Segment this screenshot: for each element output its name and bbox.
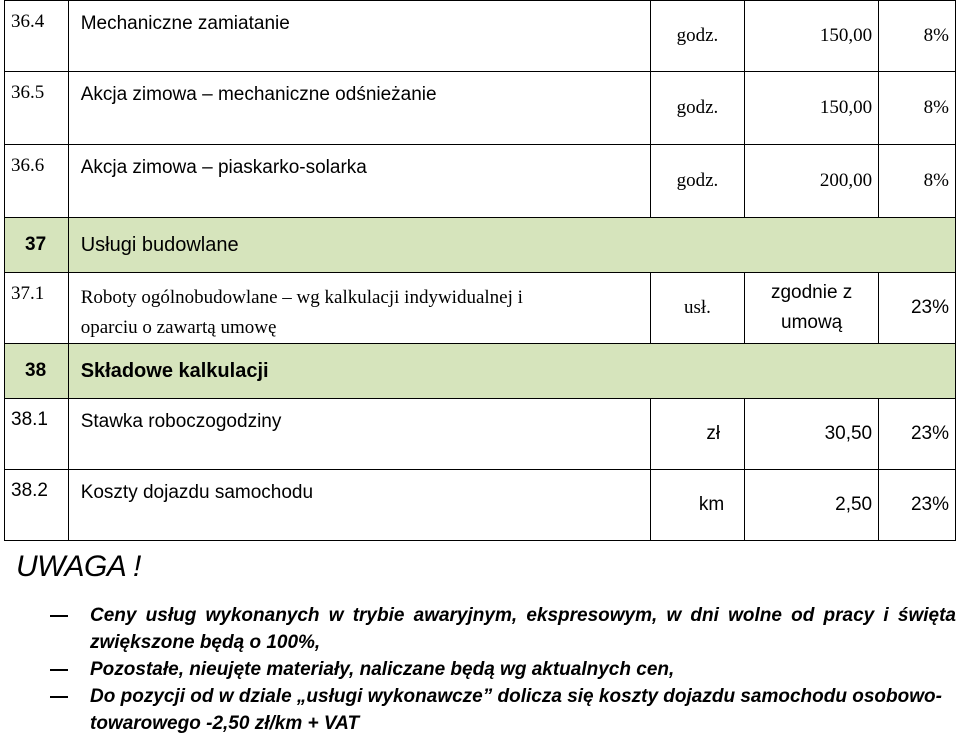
table-row [5,145,956,218]
note-title: UWAGA ! [16,550,141,583]
row-unit: km [650,470,744,541]
row-price: 200,00 [745,145,879,218]
row-unit: zł [650,399,744,470]
note-item [16,683,956,737]
row-price: 150,00 [745,72,879,145]
note-item-text: Do pozycji od w dziale „usługi wykonawcze” dolicza się koszty dojazdu samochodu osobowo-towarowego -2,50 zł/km + VAT [90,686,942,734]
dash-bullet-icon [50,669,68,671]
category-number: 38 [5,344,69,399]
row-name: Akcja zimowa – piaskarko-solarka [68,145,650,218]
row-price-line: zgodnie z [770,282,853,303]
category-row [5,344,956,399]
row-vat: 23% [879,273,956,344]
price-table [4,0,956,541]
table-row [5,1,956,72]
row-number: 36.4 [5,1,69,72]
category-name: Usługi budowlane [68,218,955,273]
row-unit: godz. [650,1,744,72]
row-number: 38.2 [5,470,69,541]
table-row [5,72,956,145]
note-item [16,656,956,683]
note-section [16,550,956,734]
note-item-text: Ceny usług wykonanych w trybie awaryjnym, ekspresowym, w dni wolne od pracy i święta zwiększone będą o 100%, [90,605,956,653]
row-number: 38.1 [5,399,69,470]
row-name: Mechaniczne zamiatanie [68,1,650,72]
row-vat: 8% [879,72,956,145]
row-vat: 23% [879,399,956,470]
category-row [5,218,956,273]
row-price [745,273,879,344]
row-name: Stawka roboczogodziny [68,399,650,470]
row-name: Akcja zimowa – mechaniczne odśnieżanie [68,72,650,145]
row-price: 150,00 [745,1,879,72]
row-name-line: Roboty ogólnobudowlane – wg kalkulacji indywidualnej i [80,287,523,308]
note-item-text: Pozostałe, nieujęte materiały, naliczane będą wg aktualnych cen, [90,659,675,680]
row-vat: 8% [879,145,956,218]
row-unit: godz. [650,145,744,218]
category-number: 37 [5,218,69,273]
row-vat: 8% [879,1,956,72]
row-name: Koszty dojazdu samochodu [68,470,650,541]
dash-bullet-icon [50,615,68,617]
row-price: 2,50 [745,470,879,541]
row-number: 37.1 [5,273,69,344]
row-number: 36.6 [5,145,69,218]
note-item [16,602,956,656]
row-unit: usł. [650,273,744,344]
row-name [68,273,650,344]
table-row [5,399,956,470]
row-number: 36.5 [5,72,69,145]
dash-bullet-icon [50,696,68,698]
row-price: 30,50 [745,399,879,470]
row-name-line: oparciu o zawartą umowę [80,317,277,338]
row-vat: 23% [879,470,956,541]
category-name: Składowe kalkulacji [68,344,955,399]
note-list [16,602,956,737]
row-unit: godz. [650,72,744,145]
table-row [5,273,956,344]
row-price-line: umową [781,312,843,333]
table-row [5,470,956,541]
